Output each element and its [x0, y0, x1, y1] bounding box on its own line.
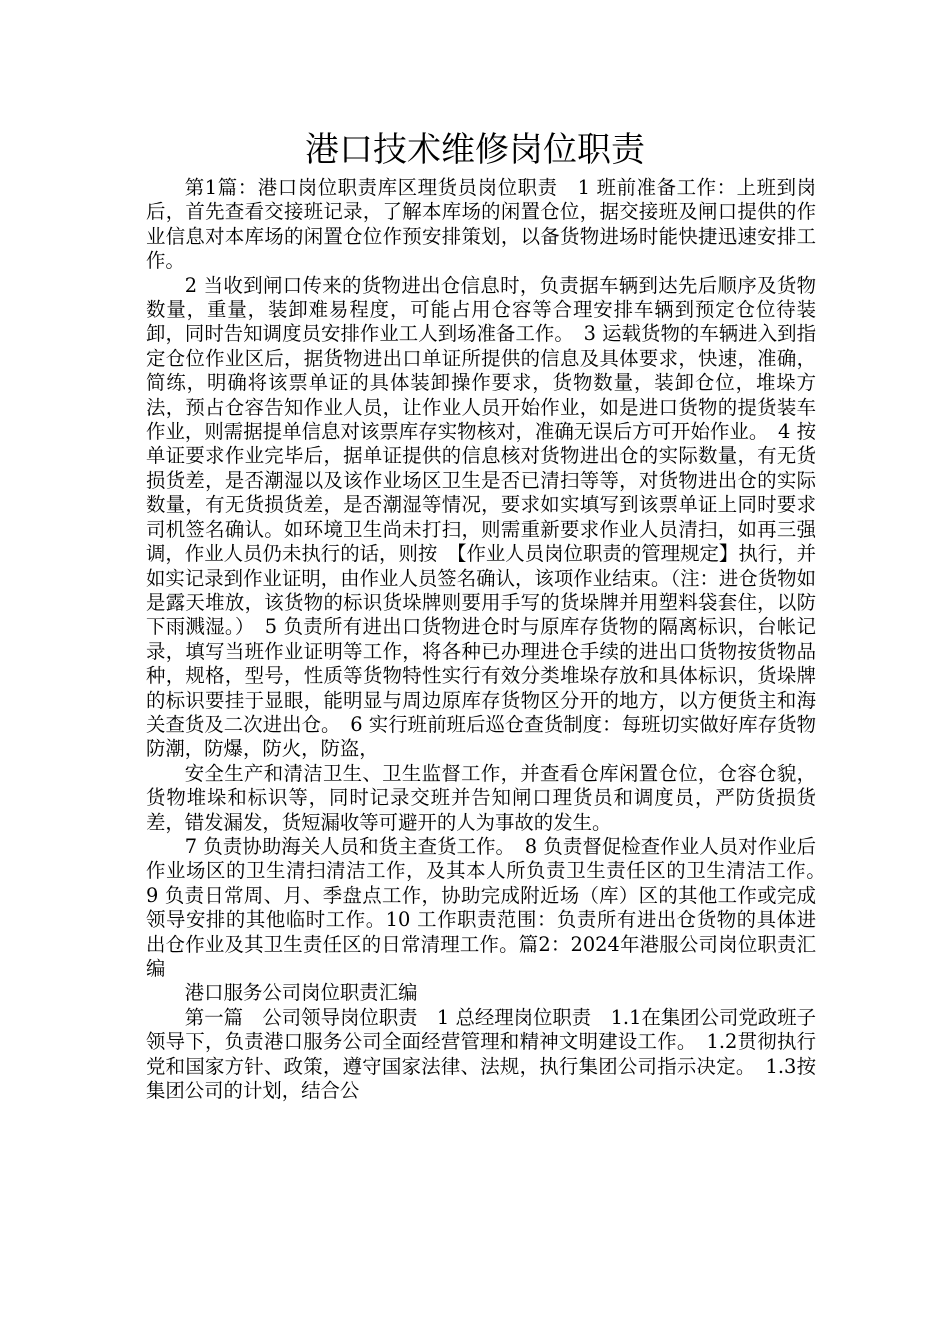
paragraph-4: 7 负责协助海关人员和货主查货工作。 8 负责督促检查作业人员对作业后作业场区的卫生清扫清洁工作，及其本人所负责卫生责任区的卫生清洁工作。 9 负责日常周、月、季盘点工作，协助完成附近场（库）区的其他工作或完成领导安排的其他临时工作。10 工作职责范围：负责所有进出仓货物的具体进出仓作业及其卫生责任区的日常清理工作。篇2：2024年港服公司岗位职责汇编 [146, 834, 836, 980]
paragraph-2: 2 当收到闸口传来的货物进出仓信息时，负责据车辆到达先后顺序及货物数量，重量，装卸难易程度，可能占用仓容等合理安排车辆到预定仓位待装卸，同时告知调度员安排作业工人到场准备工作。 3 运载货物的车辆进入到指定仓位作业区后，据货物进出口单证所提供的信息及具体要求，快速，准确，简练，明确将该票单证的具体装卸操作要求，货物数量，装卸仓位，堆垛方法，预占仓容告知作业人员，让作业人员开始作业，如是进口货物的提货装车作业，则需据提单信息对该票库存实物核对，准确无误后方可开始作业。 4 按单证要求作业完毕后，据单证提供的信息核对货物进出仓的实际数量，有无货损货差，是否潮湿以及该作业场区卫生是否已清扫等等，对货物进出仓的实际数量，有无货损货差，是否潮湿等情况，要求如实填写到该票单证上同时要求司机签名确认。如环境卫生尚未打扫，则需重新要求作业人员清扫，如再三强调，作业人员仍未执行的话，则按 【作业人员岗位职责的管理规定】执行，并如实记录到作业证明，由作业人员签名确认，该项作业结束。（注：进仓货物如是露天堆放，该货物的标识货垛牌则要用手写的货垛牌并用塑料袋套住，以防下雨溅湿。） 5 负责所有进出口货物进仓时与原库存货物的隔离标识，台帐记录，填写当班作业证明等工作，将各种已办理进仓手续的进出口货物按货物品种，规格，型号，性质等货物特性实行有效分类堆垛存放和具体标识，货垛牌的标识要挂于显眼，能明显与周边原库存货物区分开的地方，以方便货主和海关查货及二次进出仓。 6 实行班前班后巡仓查货制度：每班切实做好库存货物防潮，防爆，防火，防盗， [146, 273, 816, 761]
document-title: 港口技术维修岗位职责 [305, 130, 645, 170]
paragraph-6: 第一篇 公司领导岗位职责 1 总经理岗位职责 1.1在集团公司党政班子领导下，负责港口服务公司全面经营管理和精神文明建设工作。 1.2贯彻执行党和国家方针、政策，遵守国家法律、法规，执行集团公司指示决定。 1.3按集团公司的计划，结合公 [146, 1005, 816, 1103]
paragraph-1: 第1篇：港口岗位职责库区理货员岗位职责 1 班前准备工作：上班到岗后，首先查看交接班记录，了解本库场的闲置仓位，据交接班及闸口提供的作业信息对本库场的闲置仓位作预安排策划，以备货物进场时能快捷迅速安排工作。 [146, 176, 816, 273]
document-body [146, 176, 836, 1103]
paragraph-3: 安全生产和清洁卫生、卫生监督工作，并查看仓库闲置仓位，仓容仓貌，货物堆垛和标识等，同时记录交班并告知闸口理货员和调度员，严防货损货差，错发漏发，货短漏收等可避开的人为事故的发生。 [146, 761, 816, 834]
paragraph-5: 港口服务公司岗位职责汇编 [184, 981, 418, 1005]
